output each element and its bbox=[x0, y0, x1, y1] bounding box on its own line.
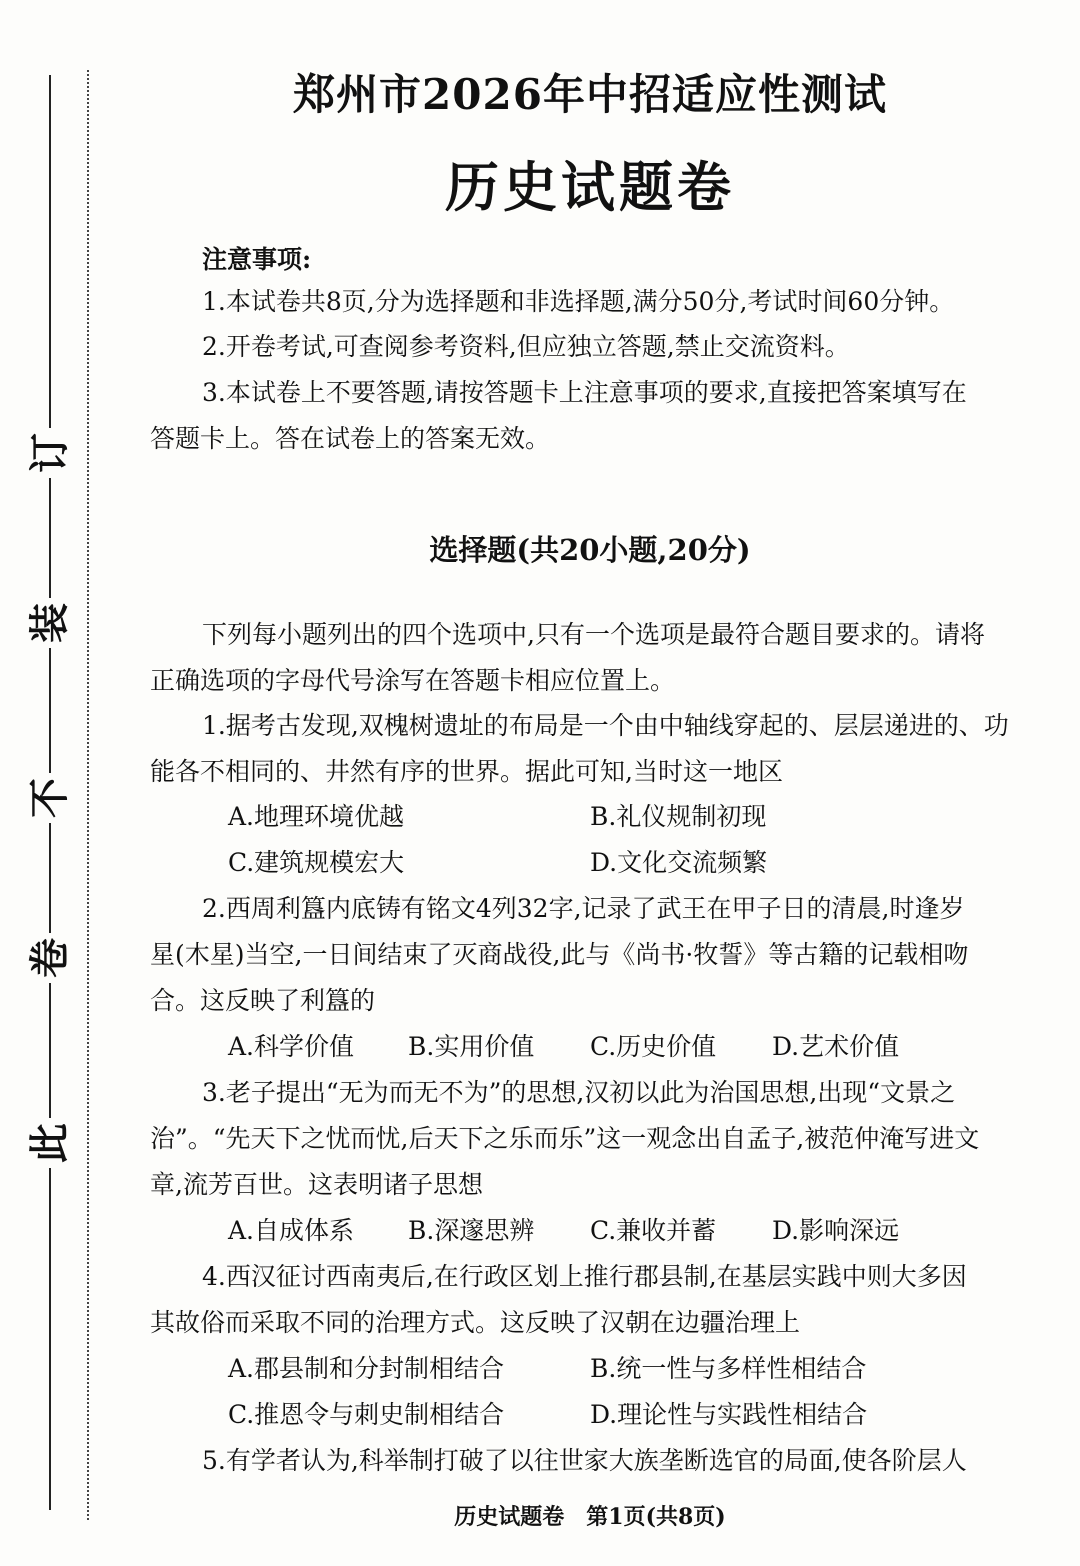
option-b: B.实用价值 bbox=[408, 1032, 535, 1061]
section-instruction: 正确选项的字母代号涂写在答题卡相应位置上。 bbox=[150, 666, 676, 695]
question-stem: 其故俗而采取不同的治理方式。这反映了汉朝在边疆治理上 bbox=[150, 1308, 801, 1337]
binding-char: 此 bbox=[22, 1118, 78, 1168]
option-b: B.统一性与多样性相结合 bbox=[590, 1354, 867, 1383]
binding-dotted-line bbox=[87, 70, 89, 1520]
question-stem: 1.据考古发现,双槐树遗址的布局是一个由中轴线穿起的、层层递进的、功 bbox=[202, 711, 1009, 740]
option-d: D.理论性与实践性相结合 bbox=[590, 1400, 868, 1429]
notice-heading: 注意事项: bbox=[202, 245, 312, 274]
option-b: B.深邃思辨 bbox=[408, 1216, 535, 1245]
binding-char: 不 bbox=[22, 773, 78, 823]
question-stem: 4.西汉征讨西南夷后,在行政区划上推行郡县制,在基层实践中则大多因 bbox=[202, 1262, 967, 1291]
binding-char: 卷 bbox=[22, 933, 78, 983]
option-c: C.建筑规模宏大 bbox=[228, 848, 405, 877]
binding-margin bbox=[0, 0, 100, 1566]
option-b: B.礼仪规制初现 bbox=[590, 802, 767, 831]
page-footer: 历史试题卷 第1页(共8页) bbox=[454, 1504, 726, 1530]
option-a: A.地理环境优越 bbox=[228, 802, 405, 831]
section-instruction: 下列每小题列出的四个选项中,只有一个选项是最符合题目要求的。请将 bbox=[202, 620, 985, 649]
option-c: C.兼收并蓄 bbox=[590, 1216, 717, 1245]
option-c: C.推恩令与刺史制相结合 bbox=[228, 1400, 505, 1429]
option-a: A.科学价值 bbox=[228, 1032, 355, 1061]
option-d: D.艺术价值 bbox=[772, 1032, 900, 1061]
option-c: C.历史价值 bbox=[590, 1032, 717, 1061]
notice-line: 答题卡上。答在试卷上的答案无效。 bbox=[150, 424, 551, 453]
option-a: A.郡县制和分封制相结合 bbox=[228, 1354, 505, 1383]
notice-line: 3.本试卷上不要答题,请按答题卡上注意事项的要求,直接把答案填写在 bbox=[202, 378, 967, 407]
section-title: 选择题(共20小题,20分) bbox=[429, 533, 751, 567]
question-stem: 5.有学者认为,科举制打破了以往世家大族垄断选官的局面,使各阶层人 bbox=[202, 1446, 967, 1475]
notice-line: 2.开卷考试,可查阅参考资料,但应独立答题,禁止交流资料。 bbox=[202, 332, 850, 361]
binding-char: 订 bbox=[22, 428, 78, 478]
question-stem: 章,流芳百世。这表明诸子思想 bbox=[150, 1170, 483, 1199]
exam-subtitle: 历史试题卷 bbox=[445, 155, 735, 219]
option-a: A.自成体系 bbox=[228, 1216, 355, 1245]
question-stem: 星(木星)当空,一日间结束了灭商战役,此与《尚书·牧誓》等古籍的记载相吻 bbox=[150, 940, 969, 969]
question-stem: 能各不相同的、井然有序的世界。据此可知,当时这一地区 bbox=[150, 757, 783, 786]
question-stem: 3.老子提出“无为而无不为”的思想,汉初以此为治国思想,出现“文景之 bbox=[202, 1078, 956, 1107]
notice-line: 1.本试卷共8页,分为选择题和非选择题,满分50分,考试时间60分钟。 bbox=[202, 287, 955, 316]
question-stem: 2.西周利簋内底铸有铭文4列32字,记录了武王在甲子日的清晨,时逢岁 bbox=[202, 894, 965, 923]
question-stem: 治”。“先天下之忧而忧,后天下之乐而乐”这一观念出自孟子,被范仲淹写进文 bbox=[150, 1124, 980, 1153]
option-d: D.文化交流频繁 bbox=[590, 848, 768, 877]
exam-title: 郑州市2026年中招适应性测试 bbox=[293, 70, 887, 119]
binding-char: 装 bbox=[22, 598, 78, 648]
option-d: D.影响深远 bbox=[772, 1216, 900, 1245]
question-stem: 合。这反映了利簋的 bbox=[150, 986, 376, 1015]
